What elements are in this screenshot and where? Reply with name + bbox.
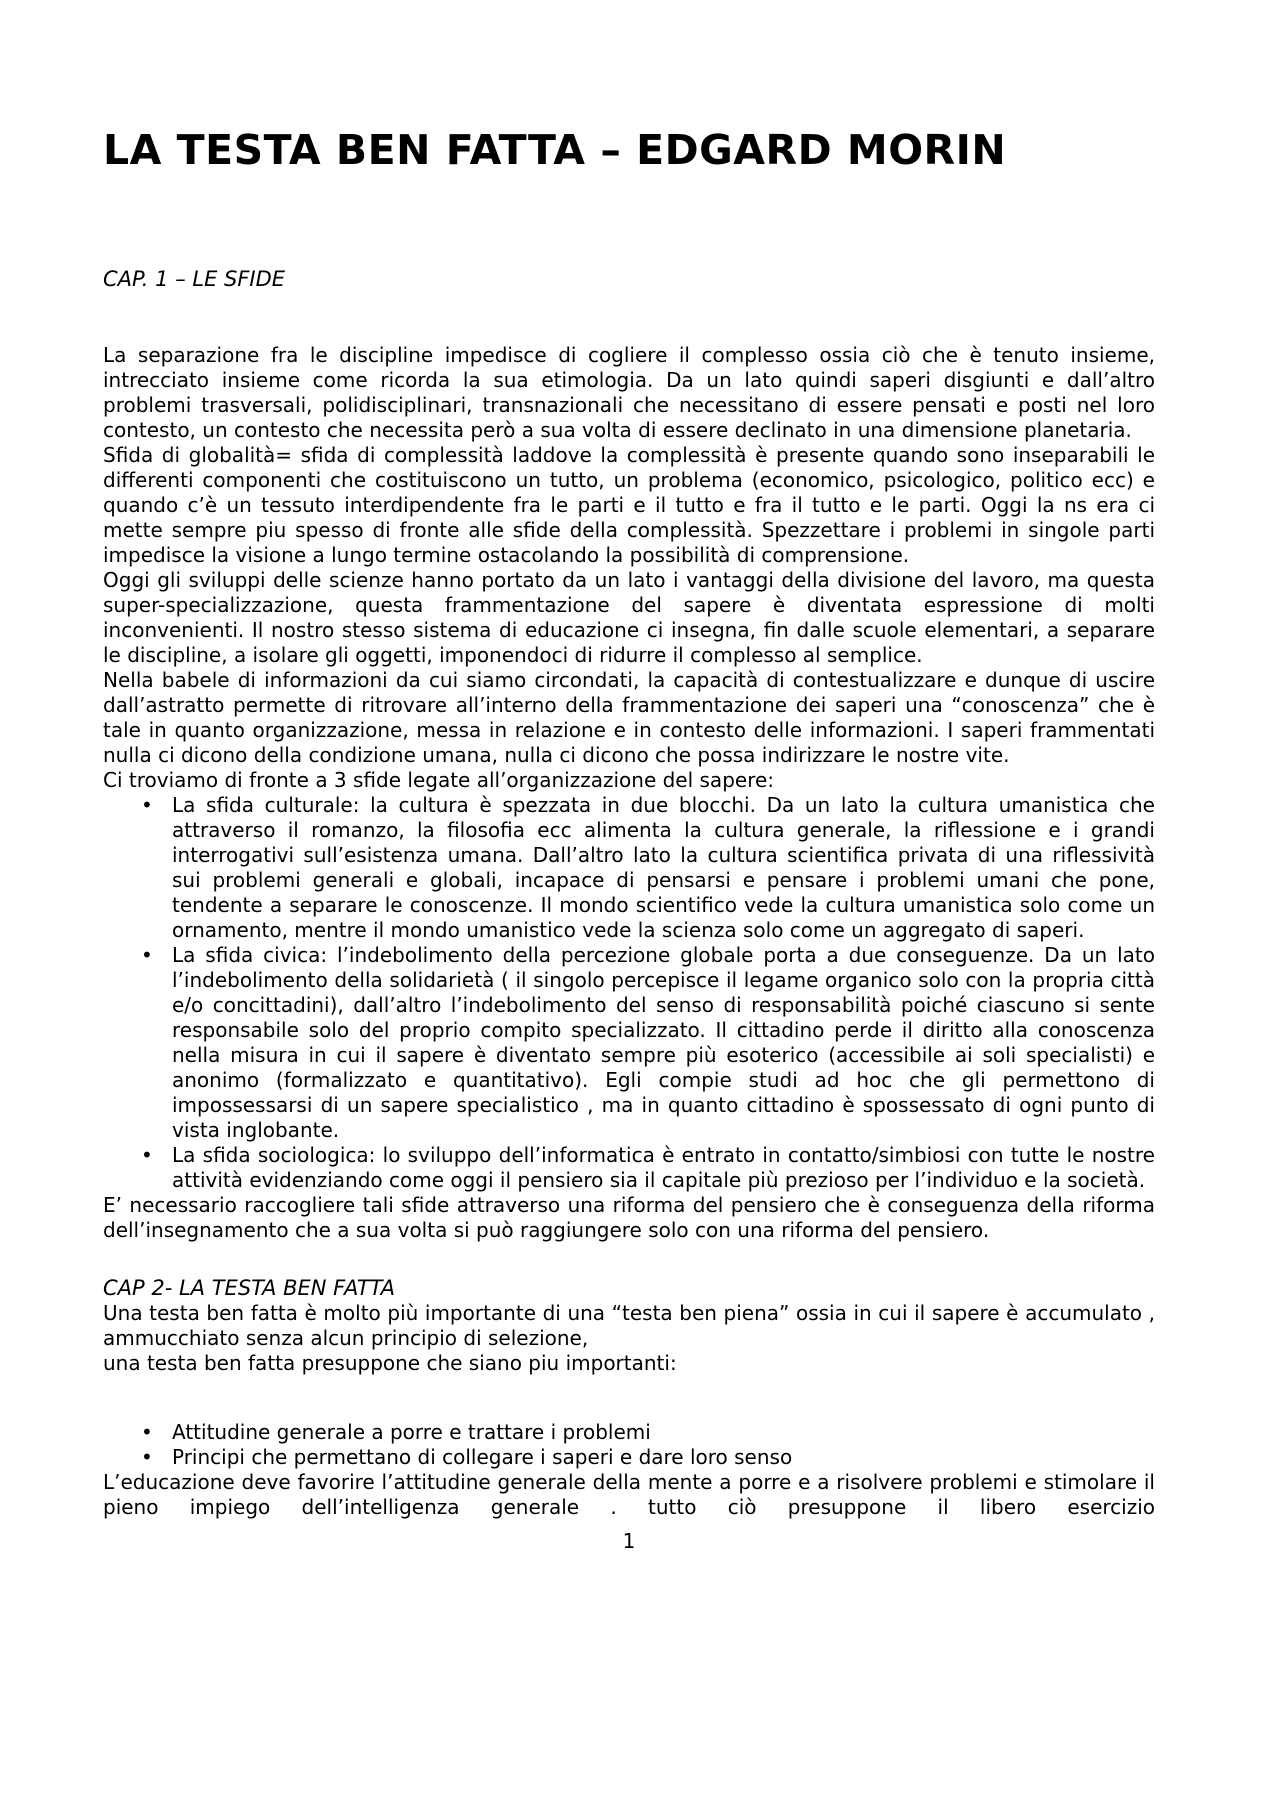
challenges-bullet-list — [103, 793, 1155, 1193]
bullet-item-text: Principi che permettano di collegare i saperi e dare loro senso — [172, 1445, 793, 1469]
list-item — [103, 1143, 1155, 1193]
bullet-item-text: La sfida civica: l’indebolimento della percezione globale porta a due conseguenze. Da un lato l’indebolimento della solidarietà ( il singolo percepisce il legame organico solo con la propria città e/o concittadini), dall’altro l’indebolimento del senso di responsabilità poiché ciascuno si sente responsabile solo del proprio compito specializzato. Il cittadino perde il diritto alla conoscenza nella misura in cui il sapere è diventato sempre più esoterico (accessibile ai soli specialisti) e anonimo (formalizzato e quantitativo). Egli compie studi ad hoc che gli permettono di impossessarsi di un sapere specialistico , ma in quanto cittadino è spossessato di ogni punto di vista inglobante. — [172, 943, 1155, 1142]
paragraph: Sfida di globalità= sfida di complessità laddove la complessità è presente quando sono inseparabili le differenti componenti che costituiscono un tutto, un problema (economico, psicologico, politico ecc) e quando c’è un tessuto interdipendente fra le parti e il tutto e fra il tutto e le parti. Oggi la ns era ci mette sempre piu spesso di fronte alle sfide della complessità. Spezzettare i problemi in singole parti impedisce la visione a lungo termine ostacolando la possibilità di comprensione. — [103, 443, 1155, 567]
chapter1-heading: CAP. 1 – LE SFIDE — [103, 267, 286, 291]
principles-bullet-list — [103, 1420, 1155, 1470]
bullet-list-intro: una testa ben fatta presuppone che siano piu importanti: — [103, 1351, 677, 1375]
paragraph: E’ necessario raccogliere tali sfide attraverso una riforma del pensiero che è conseguenza della riforma dell’insegnamento che a sua volta si può raggiungere solo con una riforma del pensiero. — [103, 1193, 1155, 1242]
bullet-list-intro: Ci troviamo di fronte a 3 sfide legate all’organizzazione del sapere: — [103, 768, 775, 792]
paragraph: Oggi gli sviluppi delle scienze hanno portato da un lato i vantaggi della divisione del lavoro, ma questa super-specializzazione, questa frammentazione del sapere è diventata espressione di molti inconvenienti. Il nostro stesso sistema di educazione ci insegna, fin dalle scuole elementari, a separare le discipline, a isolare gli oggetti, imponendoci di ridurre il complesso al semplice. — [103, 568, 1155, 667]
bullet-item-text: La sfida culturale: la cultura è spezzata in due blocchi. Da un lato la cultura umanistica che attraverso il romanzo, la filosofia ecc alimenta la cultura generale, la riflessione e i grandi interrogativi sull’esistenza umana. Dall’altro lato la cultura scientifica privata di una riflessività sui problemi generali e globali, incapace di pensarsi e pensare i problemi umani che pone, tendente a separare le conoscenze. Il mondo scientifico vede la cultura umanistica solo come un ornamento, mentre il mondo umanistico vede la scienza solo come un aggregato di saperi. — [172, 793, 1155, 942]
bullet-icon: • — [141, 1445, 153, 1469]
list-item — [103, 1420, 1155, 1445]
bullet-icon: • — [141, 1143, 153, 1167]
bullet-icon: • — [141, 793, 153, 817]
paragraph: Nella babele di informazioni da cui siamo circondati, la capacità di contestualizzare e dunque di uscire dall’astratto permette di ritrovare all’interno della frammentazione dei saperi una “conoscenza” che è tale in quanto organizzazione, messa in relazione e in contesto delle informazioni. I saperi frammentati nulla ci dicono della condizione umana, nulla ci dicono che possa indirizzare le nostre vite. — [103, 668, 1155, 767]
bullet-icon: • — [141, 1420, 153, 1444]
list-item — [103, 793, 1155, 943]
paragraph: La separazione fra le discipline impedisce di cogliere il complesso ossia ciò che è tenuto insieme, intrecciato insieme come ricorda la sua etimologia. Da un lato quindi saperi disgiunti e dall’altro problemi trasversali, polidisciplinari, transnazionali che necessitano di essere pensati e posti nel loro contesto, un contesto che necessita però a sua volta di essere declinato in una dimensione planetaria. — [103, 343, 1155, 442]
document-title: LA TESTA BEN FATTA – EDGARD MORIN — [103, 126, 1007, 174]
paragraph: L’educazione deve favorire l’attitudine generale della mente a porre e a risolvere problemi e stimolare il pieno impiego dell’intelligenza generale . tutto ciò presuppone il libero esercizio — [103, 1470, 1155, 1519]
bullet-item-text: La sfida sociologica: lo sviluppo dell’informatica è entrato in contatto/simbiosi con tutte le nostre attività evidenziando come oggi il pensiero sia il capitale più prezioso per l’individuo e la società. — [172, 1143, 1155, 1192]
list-item — [103, 1445, 1155, 1470]
chapter1-body — [103, 343, 1155, 1554]
page-number: 1 — [622, 1529, 636, 1553]
page-content — [103, 0, 1155, 1554]
bullet-item-text: Attitudine generale a porre e trattare i problemi — [172, 1420, 651, 1444]
paragraph: Una testa ben fatta è molto più importante di una “testa ben piena” ossia in cui il sapere è accumulato , ammucchiato senza alcun principio di selezione, — [103, 1301, 1155, 1350]
list-item — [103, 943, 1155, 1143]
bullet-icon: • — [141, 943, 153, 967]
chapter2-heading: CAP 2- LA TESTA BEN FATTA — [103, 1276, 395, 1300]
